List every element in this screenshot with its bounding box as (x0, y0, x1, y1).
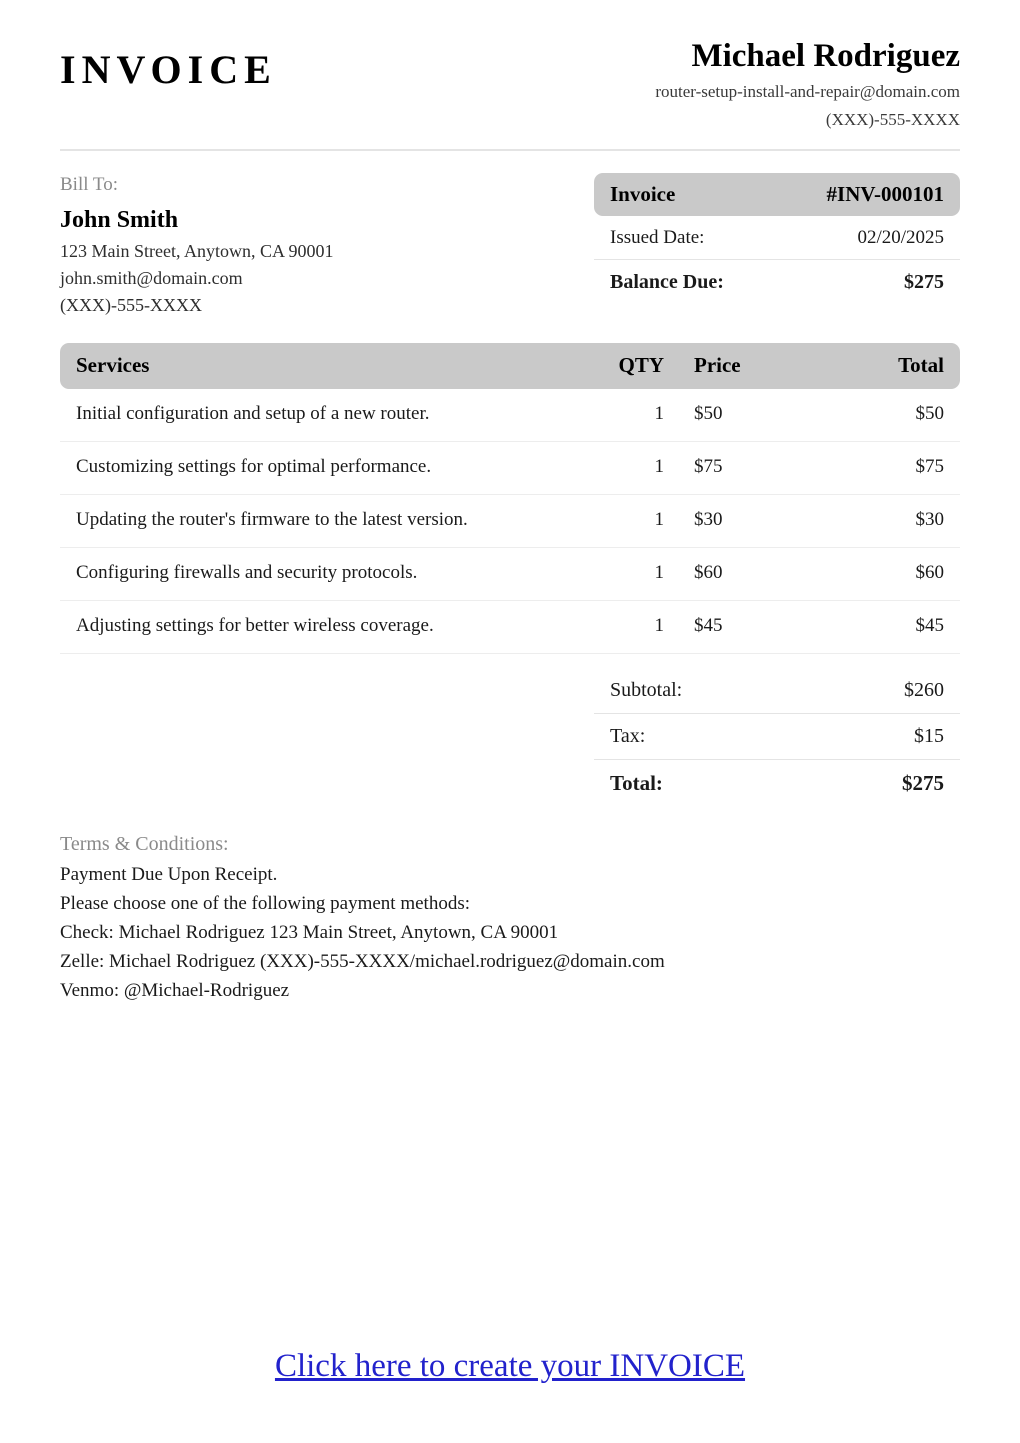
issued-date-row (594, 216, 960, 260)
column-header-services: Services (76, 352, 150, 377)
client-address: 123 Main Street, Anytown, CA 90001 (60, 240, 334, 261)
subtotal-row (594, 668, 960, 714)
row-price: $60 (694, 562, 723, 584)
table-row (60, 548, 960, 601)
create-invoice-link[interactable]: Click here to create your INVOICE (274, 1348, 746, 1384)
column-header-price: Price (694, 352, 741, 377)
company-phone: (XXX)-555-XXXX (825, 109, 960, 129)
row-total: $60 (915, 562, 944, 584)
page-title: INVOICE (60, 47, 277, 92)
subtotal-label: Subtotal: (610, 678, 683, 701)
row-description: Customizing settings for optimal performance. (76, 456, 432, 478)
company-email: router-setup-install-and-repair@domain.com (655, 82, 960, 102)
totals-section (60, 668, 960, 807)
row-total: $75 (915, 456, 944, 478)
tax-value: $15 (914, 724, 944, 747)
tax-label: Tax: (610, 724, 646, 747)
row-description: Updating the router's firmware to the latest version. (76, 509, 468, 531)
company-details (655, 36, 960, 132)
terms-line: Zelle: Michael Rodriguez (XXX)-555-XXXX/michael.rodriguez@domain.com (60, 950, 665, 972)
terms-label: Terms & Conditions: (60, 832, 229, 855)
row-price: $50 (694, 403, 723, 425)
row-total: $50 (915, 403, 944, 425)
row-description: Configuring firewalls and security protocols. (76, 562, 418, 584)
terms-section (60, 829, 960, 1005)
client-phone: (XXX)-555-XXXX (60, 294, 202, 315)
invoice-number-header (594, 173, 960, 216)
row-description: Adjusting settings for better wireless coverage. (76, 615, 434, 637)
issued-date-value: 02/20/2025 (857, 227, 944, 249)
total-value: $275 (902, 770, 944, 795)
balance-due-label: Balance Due: (610, 271, 724, 294)
row-description: Initial configuration and setup of a new router. (76, 403, 430, 425)
row-qty: 1 (654, 403, 664, 425)
column-header-qty: QTY (618, 352, 664, 377)
row-qty: 1 (654, 456, 664, 478)
terms-line: Please choose one of the following payment methods: (60, 892, 470, 914)
row-qty: 1 (654, 509, 664, 531)
row-price: $45 (694, 615, 723, 637)
billing-section (60, 171, 960, 318)
bill-to-label: Bill To: (60, 174, 118, 196)
row-qty: 1 (654, 562, 664, 584)
table-header-row (60, 343, 960, 389)
row-total: $45 (915, 615, 944, 637)
tax-row (594, 714, 960, 760)
terms-line: Payment Due Upon Receipt. (60, 863, 278, 885)
header-divider (60, 149, 960, 151)
client-email: john.smith@domain.com (60, 267, 243, 288)
column-header-total: Total (898, 352, 944, 377)
footer (0, 1348, 1020, 1385)
company-name: Michael Rodriguez (691, 38, 960, 74)
terms-line: Check: Michael Rodriguez 123 Main Street, Anytown, CA 90001 (60, 921, 559, 943)
client-name: John Smith (60, 206, 179, 233)
bill-to-block (60, 171, 560, 318)
total-row (594, 760, 960, 807)
issued-date-label: Issued Date: (610, 227, 705, 249)
balance-due-value: $275 (904, 271, 944, 294)
row-price: $75 (694, 456, 723, 478)
total-label: Total: (610, 770, 663, 795)
table-row (60, 442, 960, 495)
invoice-number: #INV-000101 (826, 182, 944, 207)
table-row (60, 389, 960, 442)
row-qty: 1 (654, 615, 664, 637)
terms-line: Venmo: @Michael-Rodriguez (60, 979, 290, 1001)
table-row (60, 495, 960, 548)
invoice-header (60, 0, 960, 132)
balance-due-row (594, 260, 960, 304)
row-total: $30 (915, 509, 944, 531)
row-price: $30 (694, 509, 723, 531)
invoice-label: Invoice (610, 182, 676, 207)
table-row (60, 601, 960, 654)
services-table (60, 343, 960, 654)
invoice-info-box (594, 173, 960, 304)
subtotal-value: $260 (904, 678, 944, 701)
